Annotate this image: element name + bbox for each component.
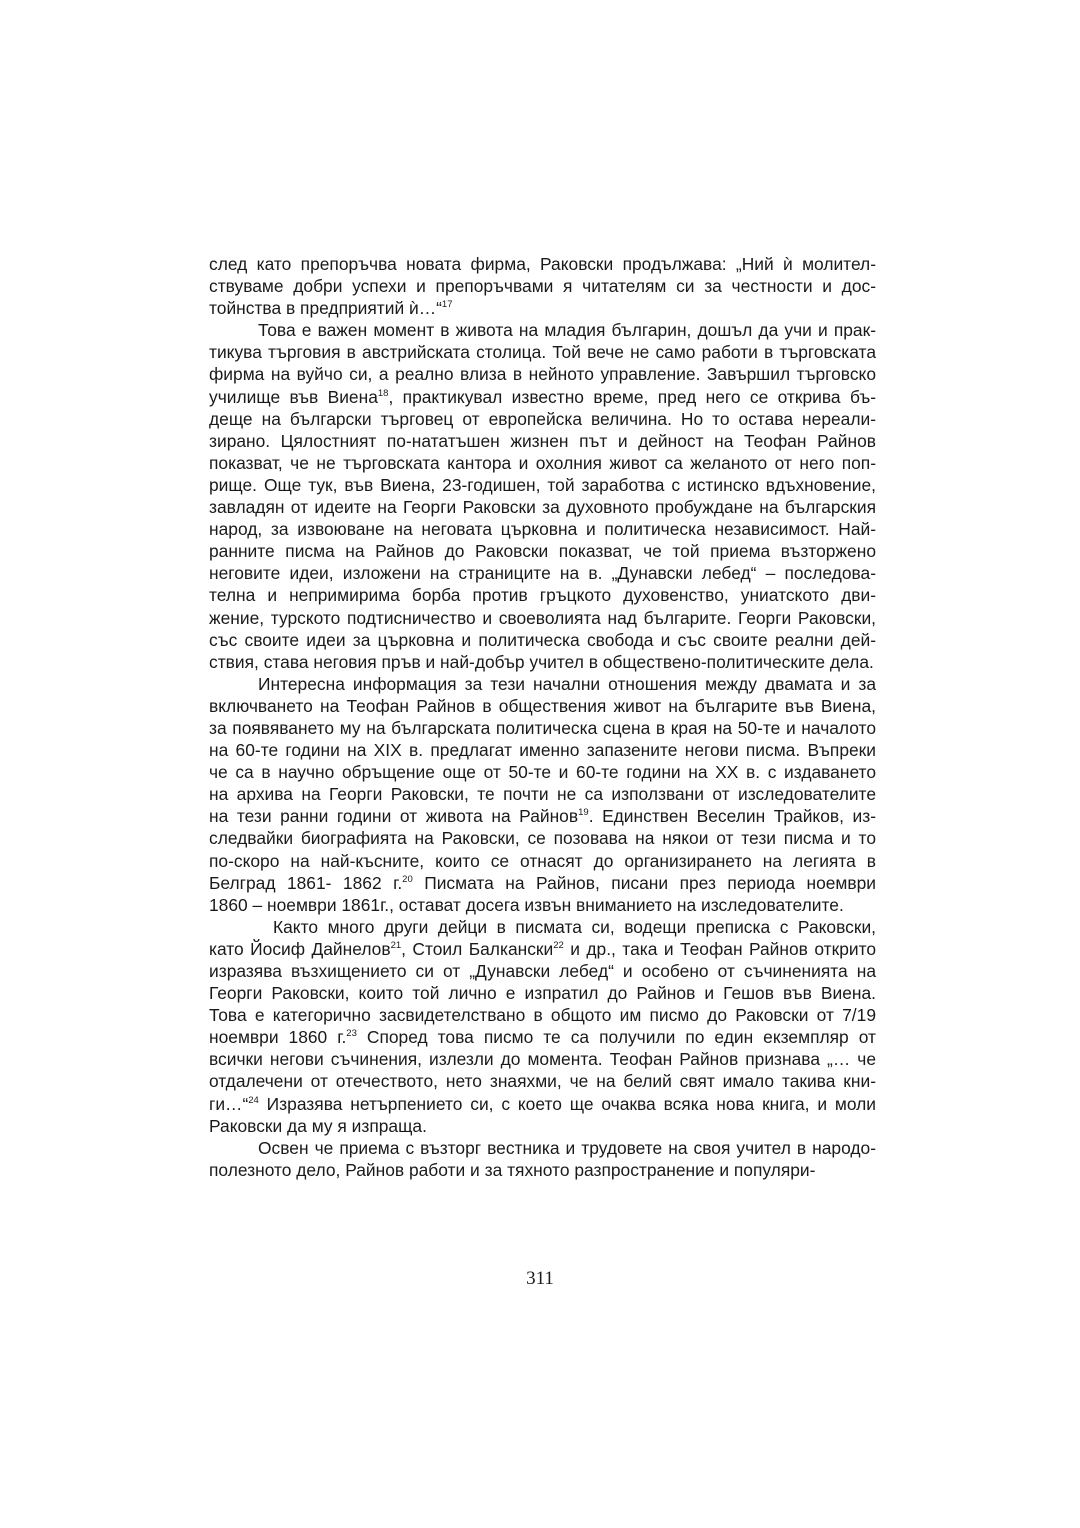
- text-run: Това е важен момент в живота на младия българин, дошъл да учи и прак-: [258, 320, 876, 341]
- text-run: на 60-те години на XIX в. предлагат именно запазените негови писма. Въпреки: [209, 740, 876, 761]
- text-run: Георги Раковски, които той лично е изпратил до Райнов и Гешов във Виена.: [209, 983, 876, 1004]
- footnote-marker: 21: [390, 939, 402, 951]
- text-run: Писмата на Райнов, писани през периода ноември: [412, 872, 877, 893]
- text-run: зирано. Цялостният по-нататъшен жизнен път и дейност на Теофан Райнов: [209, 430, 876, 451]
- text-line: [209, 827, 876, 849]
- text-line: [209, 496, 876, 518]
- text-line: [209, 518, 876, 540]
- text-line: [209, 540, 876, 562]
- footnote-marker: 18: [377, 387, 389, 399]
- text-line: [209, 783, 876, 805]
- text-run: народ, за извоюване на неговата църковна и политическа независимост. Най-: [209, 519, 876, 540]
- text-run: Освен че приема с възторг вестника и трудовете на своя учител в народо-: [258, 1137, 876, 1158]
- text-run: ствуваме добри успехи и препоръчвами я читателям си за честности и дос-: [209, 276, 876, 297]
- text-run: деще на български търговец от европейска величина. Но то остава нереали-: [209, 408, 876, 429]
- text-run: полезното дело, Райнов работи и за тяхното разпространение и популяри-: [209, 1159, 816, 1180]
- text-line: [209, 341, 876, 363]
- text-run: следвайки биографията на Раковски, се позовава на някои от тези писма и то: [209, 828, 876, 849]
- text-run: телна и непримирима борба против гръцкото духовенство, униатското дви-: [209, 585, 876, 606]
- text-line: [209, 1048, 876, 1070]
- text-run: , практикувал известно време, пред него се открива бъ-: [388, 386, 877, 407]
- text-line: [209, 761, 876, 783]
- text-line: [209, 562, 876, 584]
- text-run: и др., така и Теофан Райнов открито: [563, 938, 877, 959]
- text-run: ги…“: [209, 1093, 249, 1114]
- text-run: завладян от идеите на Георги Раковски за духовното пробуждане на българския: [209, 497, 876, 518]
- text-line: [209, 297, 876, 319]
- text-run: Раковски да му я изпраща.: [209, 1115, 427, 1136]
- footnote-marker: 17: [441, 299, 453, 311]
- text-run: фирма на вуйчо си, а реално влиза в нейното управление. Завършил търговско: [209, 364, 876, 385]
- text-run: изразява възхищението си от „Дунавски лебед“ и особено от съчиненията на: [209, 961, 876, 981]
- text-line: [209, 1004, 876, 1026]
- footnote-marker: 23: [346, 1028, 357, 1040]
- text-line: [209, 1115, 876, 1137]
- text-line: [209, 1159, 876, 1181]
- text-line: [209, 386, 876, 408]
- text-line: [209, 960, 876, 982]
- text-run: по-скоро на най-късните, които се отнасят до организирането на легията в: [209, 850, 876, 871]
- text-line: [209, 695, 876, 717]
- text-line: [209, 739, 876, 761]
- text-run: , Стоил Балкански: [401, 938, 554, 959]
- text-line: [209, 982, 876, 1004]
- text-run: 1860 – ноември 1861г., остават досега извън вниманието на изследователите.: [209, 894, 844, 915]
- text-line: [209, 584, 876, 606]
- text-line: [209, 607, 876, 629]
- text-run: Както много други дейци в писмата си, водещи преписка с Раковски,: [273, 916, 876, 937]
- text-line: [209, 474, 876, 496]
- text-line: [209, 408, 876, 430]
- text-line: [209, 430, 876, 452]
- text-run: Белград 1861- 1862 г.: [209, 872, 403, 893]
- text-line: [209, 850, 876, 872]
- paragraph: [209, 673, 876, 916]
- paragraph: [209, 319, 876, 673]
- text-run: ствия, става неговия пръв и най-добър учител в обществено-политическите дела.: [209, 651, 874, 672]
- text-run: тикува търговия в австрийската столица. Той вече не само работи в търговската: [209, 342, 876, 363]
- text-run: всички негови съчинения, излезли до момента. Теофан Райнов признава „… че: [209, 1049, 876, 1070]
- text-run: жение, турското подтисничество и своеволията над българите. Георги Раковски,: [209, 607, 876, 628]
- text-run: Това е категорично засвидетелствано в общото им писмо до Раковски от 7/19: [209, 1005, 876, 1026]
- text-line: [209, 629, 876, 651]
- text-run: училище във Виена: [209, 386, 378, 407]
- text-run: включването на Теофан Райнов в обществения живот на българите във Виена,: [209, 695, 876, 716]
- text-line: [209, 916, 876, 938]
- text-line: [209, 1093, 876, 1115]
- text-line: [209, 452, 876, 474]
- text-run: Изразява нетърпението си, с което ще очаква всяка нова книга, и моли: [258, 1093, 876, 1114]
- text-line: [209, 363, 876, 385]
- text-run: показват, че не търговската кантора и охолния живот са желаното от него поп-: [209, 452, 876, 473]
- text-line: [209, 1137, 876, 1159]
- text-run: на тези ранни години от живота на Райнов: [209, 806, 579, 827]
- text-run: Интересна информация за тези начални отношения между двамата и за: [258, 673, 876, 694]
- text-run: Според това писмо те са получили по един екземпляр от: [356, 1027, 876, 1048]
- text-line: [209, 319, 876, 341]
- text-line: [209, 938, 876, 960]
- paragraph: [209, 1137, 876, 1181]
- text-run: за появяването му на българската политическа сцена в края на 50-те и началото: [209, 717, 876, 738]
- text-line: [209, 651, 876, 673]
- text-line: [209, 894, 876, 916]
- text-run: че са в научно обръщение още от 50-те и 60-те години на XX в. с издаването: [209, 762, 876, 783]
- body-text: [209, 253, 876, 1181]
- text-run: на архива на Георги Раковски, те почти не са използвани от изследователите: [209, 784, 876, 805]
- text-line: [209, 253, 876, 275]
- text-run: ноември 1860 г.: [209, 1027, 347, 1048]
- footnote-marker: 19: [578, 807, 589, 819]
- text-run: неговите идеи, изложени на страниците на в. „Дунавски лебед“ – последова-: [209, 563, 876, 584]
- footnote-marker: 24: [248, 1094, 259, 1106]
- text-line: [209, 805, 876, 827]
- text-run: рище. Още тук, във Виена, 23-годишен, той заработва с истинско вдъхновение,: [209, 474, 876, 495]
- text-run: със своите идеи за църковна и политическа свобода и със своите реални дей-: [209, 629, 876, 650]
- text-run: като Йосиф Дайнелов: [209, 938, 391, 959]
- text-run: тойнства в предприятий ѝ…“: [209, 298, 442, 319]
- paragraph: [209, 916, 876, 1137]
- text-line: [209, 275, 876, 297]
- text-line: [209, 673, 876, 695]
- footnote-marker: 20: [402, 873, 413, 885]
- text-line: [209, 1026, 876, 1048]
- footnote-marker: 22: [553, 939, 564, 951]
- text-line: [209, 717, 876, 739]
- text-run: . Единствен Веселин Трайков, из-: [588, 806, 876, 827]
- text-line: [209, 872, 876, 894]
- text-line: [209, 1070, 876, 1092]
- text-run: след като препоръчва новата фирма, Раковски продължава: „Ний ѝ молител-: [209, 254, 876, 274]
- text-run: отдалечени от отечеството, нето знаяхми, че на белий свят имало такива кни-: [209, 1071, 876, 1092]
- text-run: ранните писма на Райнов до Раковски показват, че той приема възторжено: [209, 541, 876, 562]
- paragraph: [209, 253, 876, 319]
- page-number: 311: [526, 1268, 554, 1289]
